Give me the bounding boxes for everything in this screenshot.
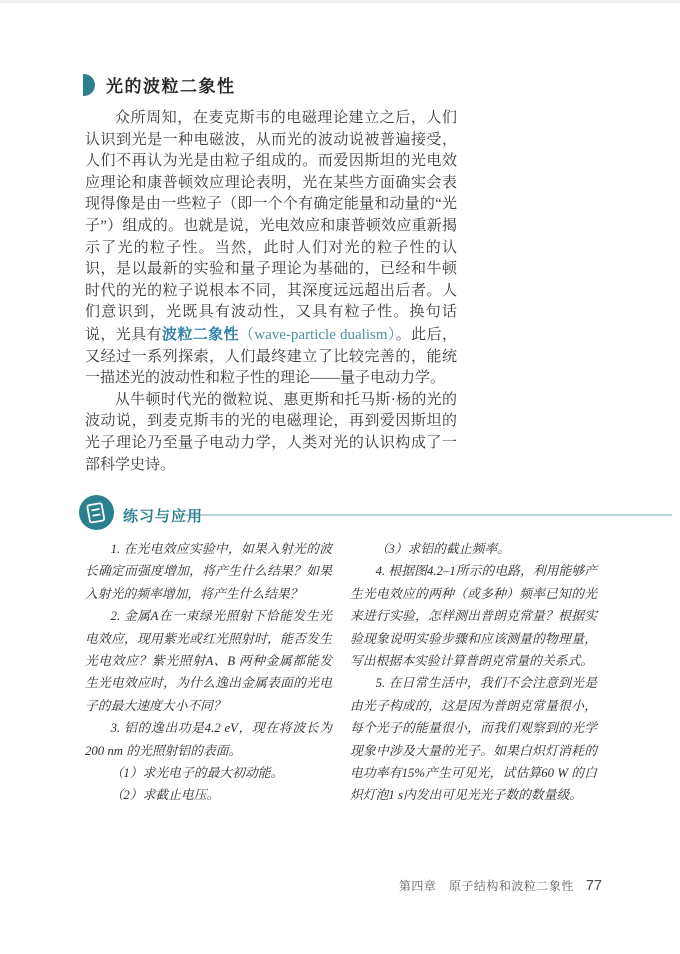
exercise-column-left: [85, 538, 332, 807]
keyword-wave-particle-duality: 波粒二象性: [161, 325, 239, 343]
page-footer: [399, 877, 602, 894]
exercise-item-3-sub-1: （1）求光电子的最大初动能。: [110, 766, 284, 781]
section-header: [83, 72, 236, 97]
body-text: [85, 108, 457, 476]
paragraph-2: 从牛顿时代光的微粒说、惠更斯和托马斯·杨的光的波动说，到麦克斯韦的光的电磁理论，再到爱因斯坦的光子理论乃至量子电动力学，人类对光的认识构成了一部科学史诗。: [85, 391, 457, 473]
page-top-edge: [0, 0, 680, 3]
section-title: 光的波粒二象性: [106, 77, 236, 96]
exercises-header: [78, 494, 203, 536]
paragraph-1-tail: 。此后，又经过一系列探索，人们最终建立了比较完善的，能统一描述光的波动性和粒子性的理论——量子电动力学。: [85, 326, 457, 387]
english-term: （wave-particle dualism）: [238, 326, 396, 343]
exercise-item-3: 3. 铝的逸出功是4.2 eV，现在将波长为200 nm 的光照射铝的表面。: [85, 721, 332, 758]
footer-chapter-title: 第四章 原子结构和波粒二象性: [398, 879, 574, 893]
section-divider: [180, 514, 672, 516]
exercise-item-3-sub-2: （2）求截止电压。: [110, 788, 220, 803]
exercise-item-2: 2. 金属A在一束绿光照射下恰能发生光电效应，现用紫光或红光照射时，能否发生光电效应？紫光照射A、B 两种金属都能发生光电效应时，为什么逸出金属表面的光电子的最大速度大小不同？: [85, 609, 332, 713]
paragraph-1-lead: 众所周知，在麦克斯韦的电磁理论建立之后，人们认识到光是一种电磁波，从而光的波动说被普遍接受，人们不再认为光是由粒子组成的。而爱因斯坦的光电效应理论和康普顿效应理论表明，光在某些方面确实会表现得像是由一些粒子（即一个个有确定能量和动量的“光子”）组成的。也就是说，光电效应和康普顿效应重新揭示了光的粒子性。当然，此时人们对光的粒子性的认识，是以最新的实验和量子理论为基础的，已经和牛顿时代的光的粒子说根本不同，其深度远远超出后者。人们意识到，光既具有波动性，又具有粒子性。换句话说，光具有: [85, 110, 457, 343]
exercise-item-4: 4. 根据图4.2–1所示的电路，利用能够产生光电效应的两种（或多种）频率已知的光来进行实验，怎样测出普朗克常量？根据实验现象说明实验步骤和应该测量的物理量，写出根据本实验计算普朗克常量的关系式。: [350, 564, 597, 669]
exercise-item-1: 1. 在光电效应实验中，如果入射光的波长确定而强度增加，将产生什么结果？如果入射光的频率增加，将产生什么结果？: [85, 542, 332, 601]
footer-page-number: 77: [585, 878, 602, 894]
paragraph-1: [85, 108, 457, 390]
half-circle-icon: [83, 74, 95, 96]
notebook-icon: [78, 494, 115, 536]
exercise-item-3-sub-3: （3）求铝的截止频率。: [375, 542, 510, 556]
exercises-title: 练习与应用: [123, 507, 204, 525]
exercise-item-5: 5. 在日常生活中，我们不会注意到光是由光子构成的，这是因为普朗克常量很小，每个光子的能量很小，而我们观察到的光学现象中涉及大量的光子。如果白炽灯消耗的电功率有15%产生可见光，试估算60 W 的白炽灯泡1 s内发出可见光光子数的数量级。: [350, 676, 597, 803]
exercise-column-right: [350, 538, 597, 807]
exercise-columns: [85, 538, 597, 807]
